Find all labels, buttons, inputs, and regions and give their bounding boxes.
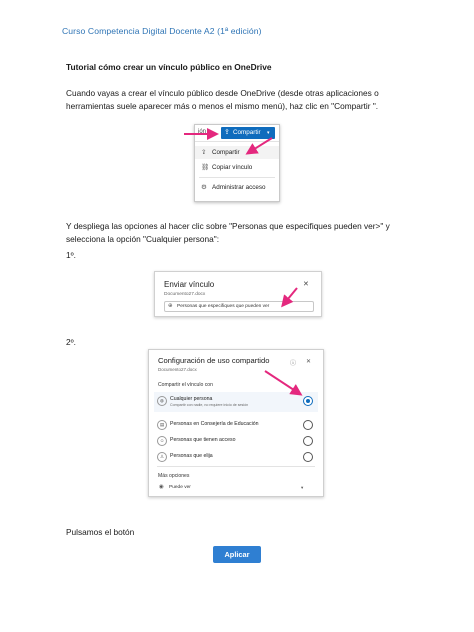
eye-icon: ◉ <box>159 484 164 490</box>
menu-item-share[interactable]: ⇪ Compartir <box>195 146 279 159</box>
menu-item-copy-link[interactable]: ⛓ Copiar vínculo <box>195 161 279 174</box>
option-organization[interactable]: ▤ Personas en Consejería de Educación <box>154 418 318 430</box>
sharing-settings-screenshot <box>148 349 324 497</box>
share-button[interactable]: ⇪ Compartir ▾ <box>221 127 275 139</box>
send-link-screenshot <box>154 271 322 317</box>
permission-dropdown[interactable]: ◉ Puede ver ▾ <box>159 484 304 490</box>
step-1-label: 1º. <box>66 250 76 260</box>
sharing-settings-title: Configuración de uso compartido <box>158 356 270 365</box>
gear-icon: ⚙ <box>201 184 207 191</box>
radio-anyone[interactable] <box>303 396 313 406</box>
step-2-label: 2º. <box>66 337 76 347</box>
chevron-down-icon: ▾ <box>301 485 304 490</box>
instruction-paragraph-2: Y despliega las opciones al hacer clic sobre "Personas que especifiques pueden ver>" y selecciona la opción "Cualquier persona": <box>66 221 390 244</box>
building-icon: ▤ <box>157 420 167 430</box>
radio-specific-people[interactable] <box>303 452 313 462</box>
radio-existing-access[interactable] <box>303 436 313 446</box>
course-header: Curso Competencia Digital Docente A2 (1ª edición) <box>62 26 262 36</box>
send-link-title: Enviar vínculo <box>164 280 215 289</box>
info-icon[interactable]: ⓘ <box>290 361 297 367</box>
press-button-text: Pulsamos el botón <box>66 527 135 537</box>
document-name: Documento27.docx <box>164 292 206 297</box>
document-name: Documento27.docx <box>158 367 197 372</box>
link-permission-selector[interactable]: ⊕ Personas que especifiques que pueden ver <box>164 301 314 312</box>
option-specific-people[interactable]: ♙ Personas que elija <box>154 450 318 462</box>
globe-icon: ◍ <box>157 396 167 406</box>
more-options-label: Más opciones <box>158 473 190 479</box>
menu-divider <box>199 177 275 178</box>
close-icon[interactable]: ✕ <box>306 359 312 365</box>
instruction-paragraph-1: Cuando vayas a crear el vínculo público desde OneDrive (desde otras aplicaciones o herramientas suele aparecer más o menos el mismo menú), haz clic en "Compartir ". <box>66 88 379 111</box>
people-icon: ☺ <box>157 436 167 446</box>
share-toolbar <box>195 125 279 142</box>
chevron-down-icon: ▾ <box>267 130 270 136</box>
person-icon: ♙ <box>157 452 167 462</box>
link-icon: ⛓ <box>201 164 210 171</box>
divider <box>157 466 315 467</box>
apply-button[interactable]: Aplicar <box>213 546 261 563</box>
people-icon: ⊕ <box>168 303 173 309</box>
close-icon[interactable]: ✕ <box>303 281 309 288</box>
share-with-label: Compartir el vínculo con <box>158 382 213 388</box>
share-icon: ⇪ <box>224 129 230 136</box>
share-icon: ⇪ <box>201 149 207 156</box>
tutorial-heading: Tutorial cómo crear un vínculo público en OneDrive <box>66 62 272 72</box>
option-anyone[interactable]: ◍ Cualquier persona Compartir con nadie, no requiere inicio de sesión <box>154 392 318 412</box>
share-menu-screenshot <box>194 124 280 202</box>
menu-item-manage-access[interactable]: ⚙ Administrar acceso <box>195 181 279 194</box>
option-existing-access[interactable]: ☺ Personas que tienen acceso <box>154 434 318 446</box>
toolbar-text-fragment: ión <box>198 129 207 135</box>
radio-organization[interactable] <box>303 420 313 430</box>
